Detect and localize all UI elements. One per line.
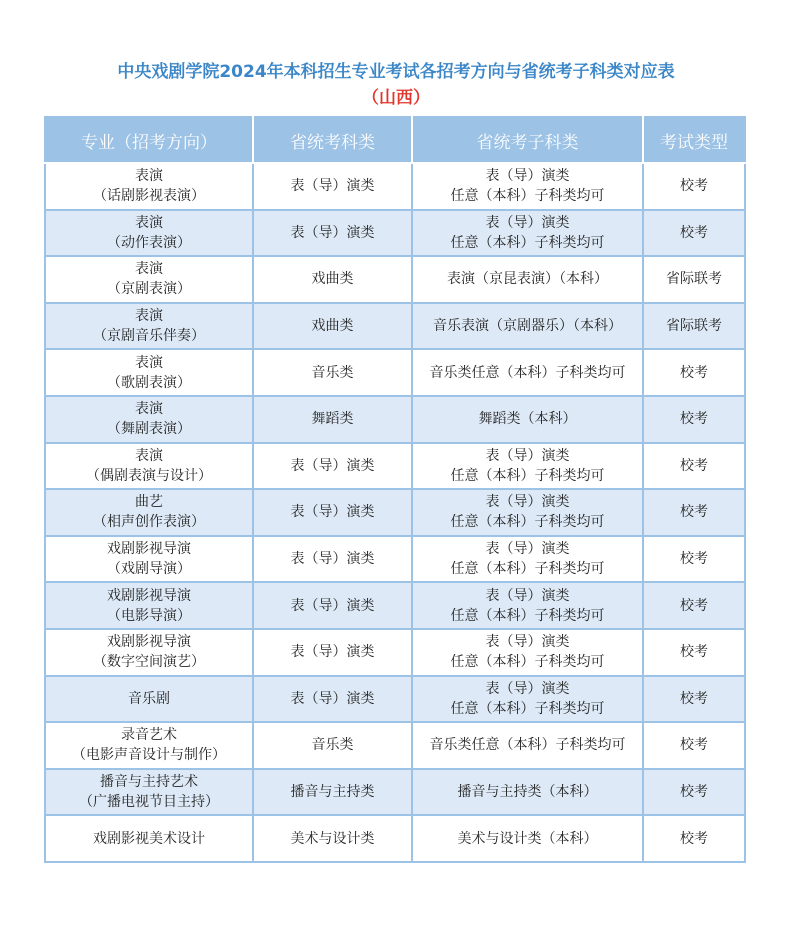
cell-exam-type-line: 校考 (680, 411, 708, 428)
table-header-row (45, 117, 745, 163)
cell-exam-type-line: 校考 (680, 737, 708, 754)
cell-subcategory (412, 629, 643, 676)
cell-subcategory-line: 表（导）演类 (485, 168, 570, 185)
cell-subcategory-line: 任意（本科）子科类均可 (450, 514, 605, 531)
cell-exam-type (643, 210, 745, 257)
cell-major-line: （话剧影视表演） (93, 188, 205, 205)
cell-major-line: （数字空间演艺） (93, 654, 205, 671)
cell-major-line: （京剧音乐伴奏） (93, 328, 205, 345)
header-subcategory: 省统考子科类 (412, 117, 643, 163)
cell-subcategory (412, 443, 643, 490)
cell-major-line: 表演 (135, 168, 163, 185)
cell-major-line: （京剧表演） (107, 281, 191, 298)
cell-subcategory-line: 表（导）演类 (485, 587, 570, 604)
cell-exam-type (643, 815, 745, 862)
cell-exam-type (643, 443, 745, 490)
cell-subcategory (412, 769, 643, 816)
cell-exam-type (643, 769, 745, 816)
cell-category (253, 396, 412, 443)
table-row (45, 396, 745, 443)
cell-major-line: （戏剧导演） (107, 561, 191, 578)
cell-major-line: （广播电视节目主持） (79, 794, 219, 811)
cell-subcategory (412, 303, 643, 350)
cell-major-line: （舞剧表演） (107, 421, 191, 438)
cell-exam-type-line: 校考 (680, 830, 708, 847)
table-row (45, 769, 745, 816)
cell-category (253, 769, 412, 816)
cell-subcategory (412, 722, 643, 769)
cell-exam-type-line: 校考 (680, 597, 708, 614)
cell-exam-type (643, 676, 745, 723)
cell-exam-type (643, 396, 745, 443)
cell-subcategory-line: 舞蹈类（本科） (478, 411, 577, 428)
table-row (45, 256, 745, 303)
cell-subcategory-line: 任意（本科）子科类均可 (450, 654, 605, 671)
cell-subcategory (412, 536, 643, 583)
cell-exam-type-line: 省际联考 (666, 271, 722, 288)
cell-exam-type-line: 校考 (680, 224, 708, 241)
cell-exam-type-line: 校考 (680, 551, 708, 568)
cell-major-line: 音乐剧 (128, 690, 170, 707)
cell-category (253, 629, 412, 676)
cell-exam-type (643, 256, 745, 303)
cell-major-line: 表演 (135, 308, 163, 325)
cell-exam-type-line: 校考 (680, 457, 708, 474)
cell-major (45, 536, 253, 583)
correspondence-table (44, 116, 746, 863)
cell-major-line: 表演 (135, 354, 163, 371)
cell-exam-type (643, 349, 745, 396)
cell-exam-type (643, 722, 745, 769)
cell-subcategory-line: 音乐类任意（本科）子科类均可 (429, 737, 626, 754)
cell-major-line: 戏剧影视导演 (107, 587, 191, 604)
cell-exam-type-line: 校考 (680, 504, 708, 521)
table-row (45, 676, 745, 723)
cell-major-line: 表演 (135, 401, 163, 418)
cell-subcategory-line: 音乐表演（京剧器乐）（本科） (433, 318, 622, 335)
cell-subcategory (412, 489, 643, 536)
cell-subcategory-line: 表（导）演类 (485, 494, 570, 511)
table-row (45, 582, 745, 629)
cell-subcategory-line: 任意（本科）子科类均可 (450, 607, 605, 624)
cell-major-line: （相声创作表演） (93, 514, 205, 531)
cell-major-line: 表演 (135, 447, 163, 464)
cell-category (253, 722, 412, 769)
cell-major-line: 戏剧影视美术设计 (93, 830, 205, 847)
cell-category-line: 表（导）演类 (290, 597, 375, 614)
cell-category (253, 349, 412, 396)
cell-subcategory (412, 349, 643, 396)
cell-subcategory-line: 任意（本科）子科类均可 (450, 561, 605, 578)
page-subtitle: （山西） (362, 88, 430, 108)
cell-major (45, 722, 253, 769)
cell-subcategory-line: 表演（京昆表演）（本科） (447, 271, 608, 288)
table-row (45, 536, 745, 583)
cell-category-line: 表（导）演类 (290, 224, 375, 241)
header-exam-type: 考试类型 (643, 117, 745, 163)
cell-major-line: 播音与主持艺术 (100, 774, 198, 791)
cell-major (45, 582, 253, 629)
cell-category-line: 舞蹈类 (311, 411, 354, 428)
cell-major-line: 表演 (135, 261, 163, 278)
cell-major-line: 戏剧影视导演 (107, 634, 191, 651)
cell-subcategory (412, 163, 643, 210)
cell-major (45, 396, 253, 443)
cell-category-line: 表（导）演类 (290, 644, 375, 661)
cell-subcategory-line: 表（导）演类 (485, 214, 570, 231)
cell-subcategory-line: 表（导）演类 (485, 680, 570, 697)
cell-subcategory (412, 815, 643, 862)
header-major: 专业（招考方向） (45, 117, 253, 163)
cell-subcategory (412, 396, 643, 443)
cell-subcategory (412, 582, 643, 629)
cell-category (253, 303, 412, 350)
cell-subcategory-line: 音乐类任意（本科）子科类均可 (429, 364, 626, 381)
cell-subcategory-line: 表（导）演类 (485, 447, 570, 464)
cell-subcategory-line: 表（导）演类 (485, 541, 570, 558)
cell-category-line: 表（导）演类 (290, 504, 375, 521)
cell-category-line: 戏曲类 (311, 318, 354, 335)
cell-category (253, 210, 412, 257)
table-row (45, 722, 745, 769)
table-row (45, 629, 745, 676)
cell-major (45, 163, 253, 210)
table-row (45, 210, 745, 257)
cell-category (253, 489, 412, 536)
cell-subcategory-line: 美术与设计类（本科） (457, 830, 598, 847)
table-row (45, 349, 745, 396)
cell-category-line: 音乐类 (311, 364, 354, 381)
page-title: 中央戏剧学院2024年本科招生专业考试各招考方向与省统考子科类对应表 (117, 62, 675, 82)
cell-category (253, 163, 412, 210)
cell-major (45, 303, 253, 350)
cell-major (45, 676, 253, 723)
cell-category-line: 音乐类 (311, 737, 354, 754)
cell-major (45, 769, 253, 816)
cell-category-line: 表（导）演类 (290, 178, 375, 195)
cell-exam-type-line: 校考 (680, 644, 708, 661)
table-row (45, 303, 745, 350)
cell-subcategory-line: 播音与主持类（本科） (457, 784, 598, 801)
cell-category-line: 表（导）演类 (290, 457, 375, 474)
table-body (45, 163, 745, 862)
cell-major (45, 489, 253, 536)
cell-category-line: 表（导）演类 (290, 551, 375, 568)
cell-major (45, 256, 253, 303)
cell-category-line: 表（导）演类 (290, 690, 375, 707)
cell-exam-type (643, 163, 745, 210)
cell-category-line: 美术与设计类 (290, 830, 375, 847)
table-row (45, 815, 745, 862)
cell-subcategory-line: 任意（本科）子科类均可 (450, 188, 605, 205)
cell-major-line: 戏剧影视导演 (107, 541, 191, 558)
cell-category (253, 676, 412, 723)
cell-major-line: （歌剧表演） (107, 374, 191, 391)
cell-subcategory-line: 任意（本科）子科类均可 (450, 467, 605, 484)
cell-major-line: （偶剧表演与设计） (86, 467, 212, 484)
cell-exam-type-line: 校考 (680, 784, 708, 801)
cell-exam-type-line: 校考 (680, 178, 708, 195)
cell-exam-type (643, 536, 745, 583)
cell-exam-type (643, 582, 745, 629)
cell-category-line: 戏曲类 (311, 271, 354, 288)
cell-category (253, 256, 412, 303)
cell-category (253, 536, 412, 583)
cell-category-line: 播音与主持类 (290, 784, 375, 801)
cell-major (45, 629, 253, 676)
cell-exam-type-line: 省际联考 (666, 318, 722, 335)
table-row (45, 443, 745, 490)
cell-major (45, 443, 253, 490)
cell-subcategory-line: 任意（本科）子科类均可 (450, 234, 605, 251)
cell-subcategory-line: 表（导）演类 (485, 634, 570, 651)
table-row (45, 489, 745, 536)
cell-subcategory (412, 256, 643, 303)
cell-exam-type-line: 校考 (680, 364, 708, 381)
cell-major (45, 210, 253, 257)
cell-major-line: 曲艺 (135, 494, 163, 511)
cell-subcategory (412, 210, 643, 257)
cell-exam-type (643, 303, 745, 350)
cell-major (45, 349, 253, 396)
cell-major-line: （动作表演） (107, 234, 191, 251)
cell-exam-type (643, 489, 745, 536)
cell-major-line: （电影声音设计与制作） (72, 747, 226, 764)
cell-major (45, 815, 253, 862)
cell-major-line: （电影导演） (107, 607, 191, 624)
header-category: 省统考科类 (253, 117, 412, 163)
cell-major-line: 表演 (135, 214, 163, 231)
cell-category (253, 815, 412, 862)
cell-category (253, 582, 412, 629)
cell-major-line: 录音艺术 (121, 727, 177, 744)
cell-exam-type (643, 629, 745, 676)
table-row (45, 163, 745, 210)
cell-category (253, 443, 412, 490)
cell-subcategory-line: 任意（本科）子科类均可 (450, 700, 605, 717)
cell-exam-type-line: 校考 (680, 690, 708, 707)
cell-subcategory (412, 676, 643, 723)
